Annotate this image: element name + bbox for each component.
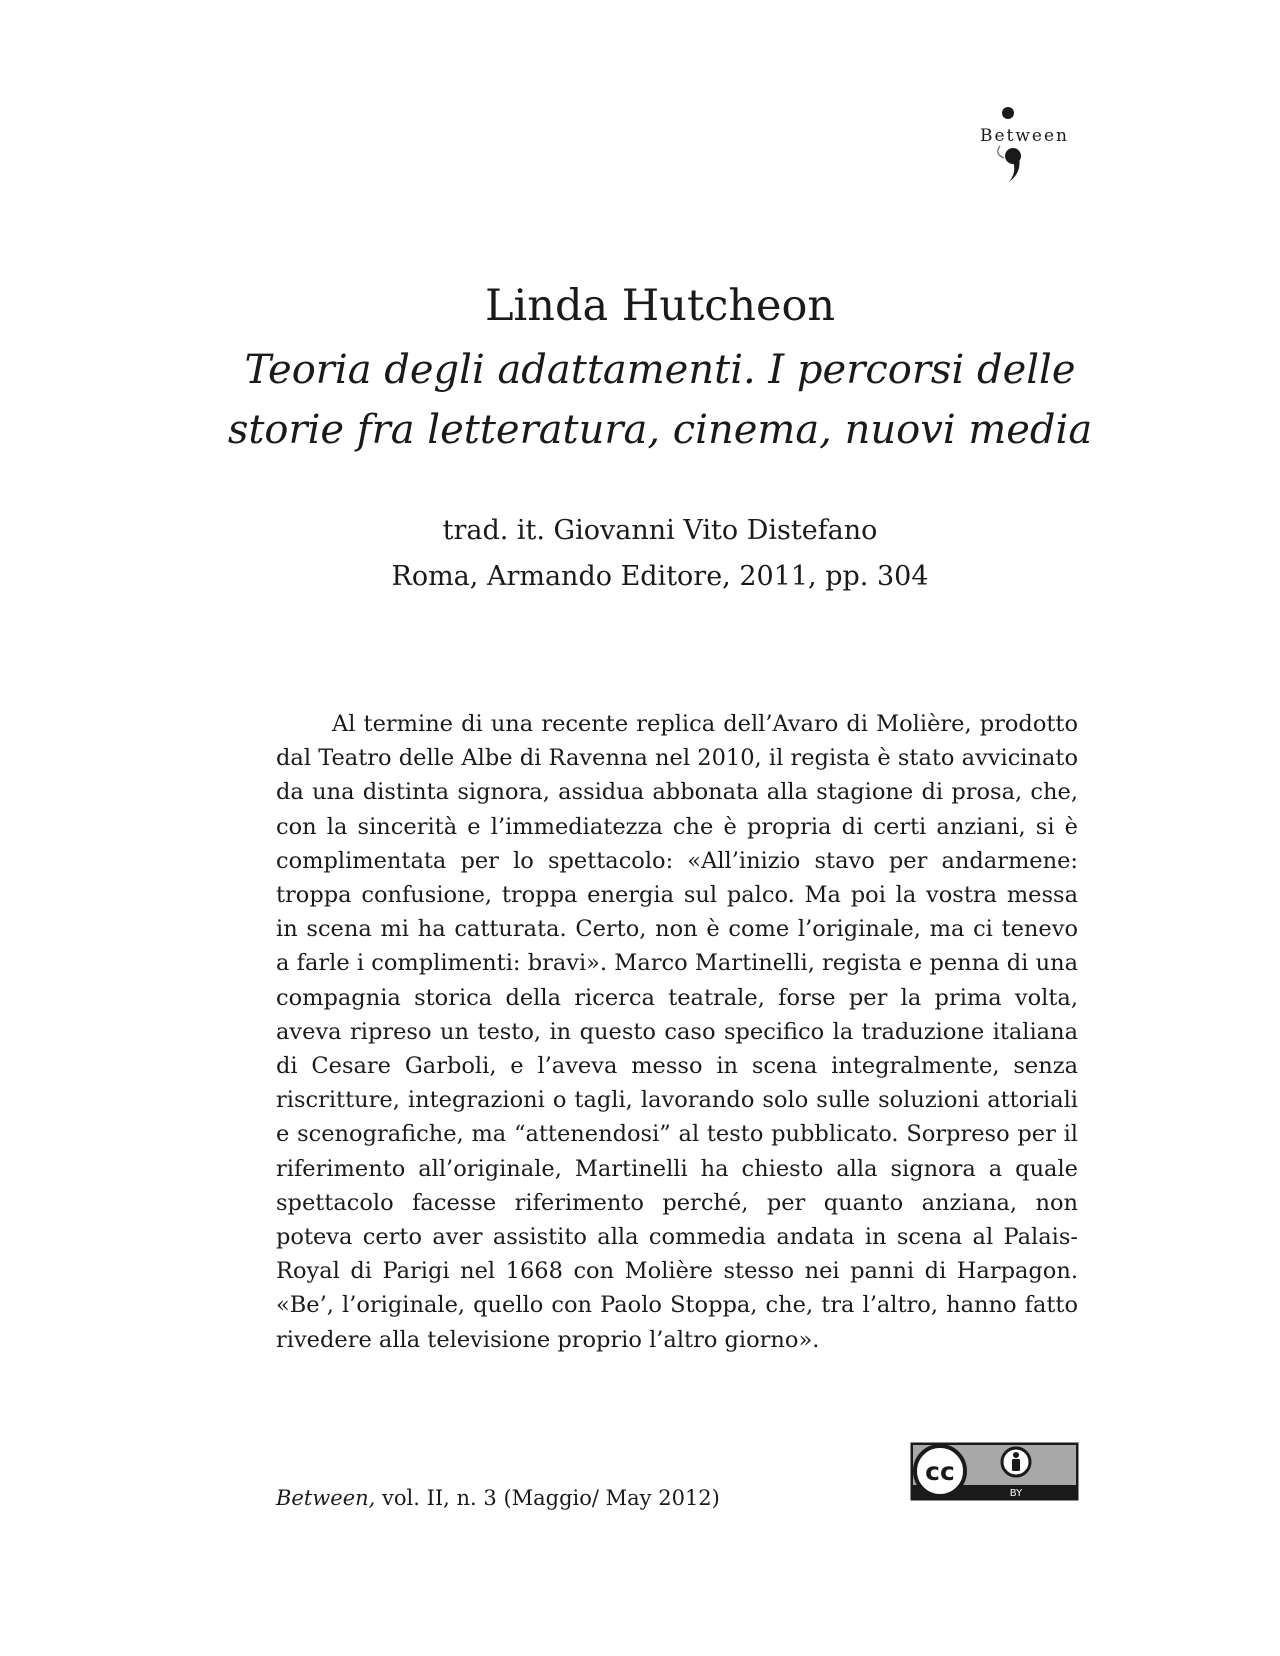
translator-line: trad. it. Giovanni Vito Distefano [442, 515, 878, 546]
cc-by-icon [910, 1442, 1079, 1501]
book-title-line: storie fra letteratura, cinema, nuovi media [227, 407, 1093, 453]
book-title [200, 340, 1120, 460]
author-name: Linda Hutcheon [484, 281, 836, 331]
publication-info [200, 508, 1120, 600]
journal-logo [978, 106, 1068, 196]
license-by-label: BY [1009, 1488, 1023, 1499]
publisher-line: Roma, Armando Editore, 2011, pp. 304 [391, 561, 929, 592]
journal-logo-text: Between [980, 126, 1070, 146]
footer-journal-name: Between, [276, 1486, 376, 1510]
comma-logo-icon [978, 106, 1068, 196]
footer-citation [276, 1486, 720, 1510]
footer-issue: vol. II, n. 3 (Maggio/ May 2012) [375, 1486, 720, 1510]
body-paragraph: Al termine di una recente replica dell’Avaro di Molière, prodotto dal Teatro delle Albe di Ravenna nel 2010, il regista è stato avvicinato da una distinta signora, assidua abbonata alla stagione di prosa, che, con la sincerità e l’immediatezza che è propria di certi anziani, si è complimentata per lo spettacolo: «All’inizio stavo per andarmene: troppa confusione, troppa energia sul palco. Ma poi la vostra messa in scena mi ha catturata. Certo, non è come l’originale, ma ci tenevo a farle i complimenti: bravi». Marco Martinelli, regista e penna di una compagnia storica della ricerca teatrale, forse per la prima volta, aveva ripreso un testo, in questo caso specifico la traduzione italiana di Cesare Garboli, e l’aveva messo in scena integralmente, senza riscritture, integrazioni o tagli, lavorando solo sulle soluzioni attoriali e scenografiche, ma “attenendosi” al testo pubblicato. Sorpreso per il riferimento all’originale, Martinelli ha chiesto alla signora a quale spettacolo facesse riferimento perché, per quanto anziana, non poteva certo aver assistito alla commedia andata in scena al Palais-Royal di Parigi nel 1668 con Molière stesso nei panni di Harpagon. «Be’, l’originale, quello con Paolo Stoppa, che, tra l’altro, hanno fatto rivedere alla televisione proprio l’altro giorno». [276, 711, 1078, 1353]
title-block [200, 280, 1120, 460]
book-title-line: Teoria degli adattamenti. I percorsi delle [244, 347, 1076, 393]
cc-license-badge[interactable] [910, 1442, 1079, 1501]
svg-text:cc: cc [925, 1457, 955, 1486]
